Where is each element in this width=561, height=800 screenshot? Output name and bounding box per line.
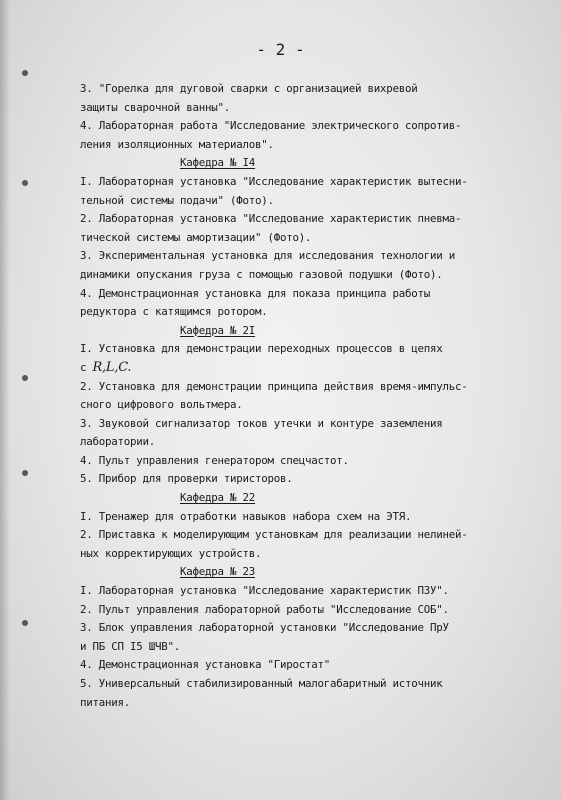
text-line: [80, 601, 550, 620]
section-heading: [80, 154, 550, 173]
text-line: [80, 210, 550, 229]
text-line: [80, 136, 550, 155]
text-line: [80, 619, 550, 638]
text-line: [80, 266, 550, 285]
text-line-content: 4. Пульт управления генератором спецчастот.: [80, 453, 349, 467]
text-line-content: с: [80, 360, 93, 374]
punch-hole: [22, 375, 28, 381]
text-line-content: питания.: [80, 695, 131, 709]
text-line: [80, 192, 550, 211]
text-line-content: сного цифрового вольтмера.: [80, 398, 243, 412]
text-line-content: 5. Универсальный стабилизированный малогабаритный источник: [80, 677, 443, 690]
page-number: - 2 -: [256, 40, 305, 59]
text-line-content: 2. Приставка к моделирующим установкам для реализации нелиней-: [80, 528, 468, 542]
handwritten-insert: R,L,C.: [92, 359, 132, 375]
typed-text-body: [80, 80, 550, 712]
section-heading: [80, 489, 550, 508]
section-heading: [80, 322, 550, 341]
punch-hole: [22, 180, 28, 186]
text-line-content: динамики опускания груза с помощью газовой подушки (Фото).: [80, 267, 443, 281]
page-edge-shadow: [0, 0, 10, 800]
text-line-content: Кафедра № 2I: [180, 323, 256, 337]
text-line: [80, 340, 550, 359]
text-line-content: 4. Демонстрационная установка "Гиростат": [80, 658, 331, 672]
text-line: [80, 173, 550, 192]
text-line-content: 5. Прибор для проверки тиристоров.: [80, 472, 293, 486]
text-line: [80, 470, 550, 489]
text-line: [80, 80, 550, 99]
text-line-content: I. Лабораторная установка "Исследование характеристик вытесни-: [80, 174, 468, 188]
text-line-content: Кафедра № 22: [180, 491, 256, 505]
text-line-content: 3. Звуковой сигнализатор токов утечки и контуре заземления: [80, 416, 443, 430]
text-line: [80, 285, 550, 304]
text-line-content: ления изоляционных материалов".: [80, 137, 274, 151]
text-line-content: лаборатории.: [80, 435, 156, 449]
text-line: [80, 452, 550, 471]
text-line-content: и ПБ СП I5 ШЧВ".: [80, 639, 181, 653]
text-line-content: 4. Демонстрационная установка для показа принципа работы: [80, 286, 431, 300]
text-line: [80, 694, 550, 713]
punch-hole: [22, 70, 28, 76]
text-line-content: 2. Лабораторная установка "Исследование характеристик пневма-: [80, 212, 462, 226]
text-line: [80, 303, 550, 322]
text-line-content: 3. Блок управления лабораторной установки "Исследование ПрУ: [80, 621, 449, 635]
text-line-content: Кафедра № 23: [180, 565, 256, 579]
text-line-content: I. Установка для демонстрации переходных процессов в цепях: [80, 342, 443, 356]
text-line-content: 4. Лабораторная работа "Исследование электрического сопротив-: [80, 119, 462, 133]
text-line: [80, 582, 550, 601]
text-line: [80, 247, 550, 266]
text-line: [80, 638, 550, 657]
text-line-content: I. Лабораторная установка "Исследование характеристик ПЗУ".: [80, 584, 449, 598]
text-line: [80, 545, 550, 564]
text-line-content: I. Тренажер для отработки навыков набора схем на ЭТЯ.: [80, 509, 412, 523]
text-line: [80, 378, 550, 397]
text-line-content: 3. Экспериментальная установка для исследования технологии и: [80, 249, 456, 263]
text-line: [80, 99, 550, 118]
text-line-content: тической системы амортизации" (Фото).: [80, 230, 312, 244]
text-line: [80, 675, 550, 694]
text-line: [80, 359, 550, 378]
text-line: [80, 508, 550, 527]
text-line-content: ных корректирующих устройств.: [80, 546, 262, 560]
text-line: [80, 229, 550, 248]
punch-hole: [22, 470, 28, 476]
text-line: [80, 117, 550, 136]
text-line-content: редуктора с катящимся ротором.: [80, 305, 268, 319]
text-line-content: защиты сварочной ванны".: [80, 100, 231, 114]
text-line-content: тельной системы подачи" (Фото).: [80, 193, 274, 207]
text-line-content: 3. "Горелка для дуговой сварки с организацией вихревой: [80, 82, 418, 95]
section-heading: [80, 563, 550, 582]
text-line: [80, 656, 550, 675]
text-line: [80, 415, 550, 434]
text-line-content: 2. Установка для демонстрации принципа действия время-импульс-: [80, 379, 468, 393]
punch-hole: [22, 620, 28, 626]
text-line-content: 2. Пульт управления лабораторной работы "Исследование СОБ".: [80, 602, 449, 616]
text-line: [80, 433, 550, 452]
text-line: [80, 396, 550, 415]
text-line: [80, 526, 550, 545]
text-line-content: Кафедра № I4: [180, 156, 256, 170]
